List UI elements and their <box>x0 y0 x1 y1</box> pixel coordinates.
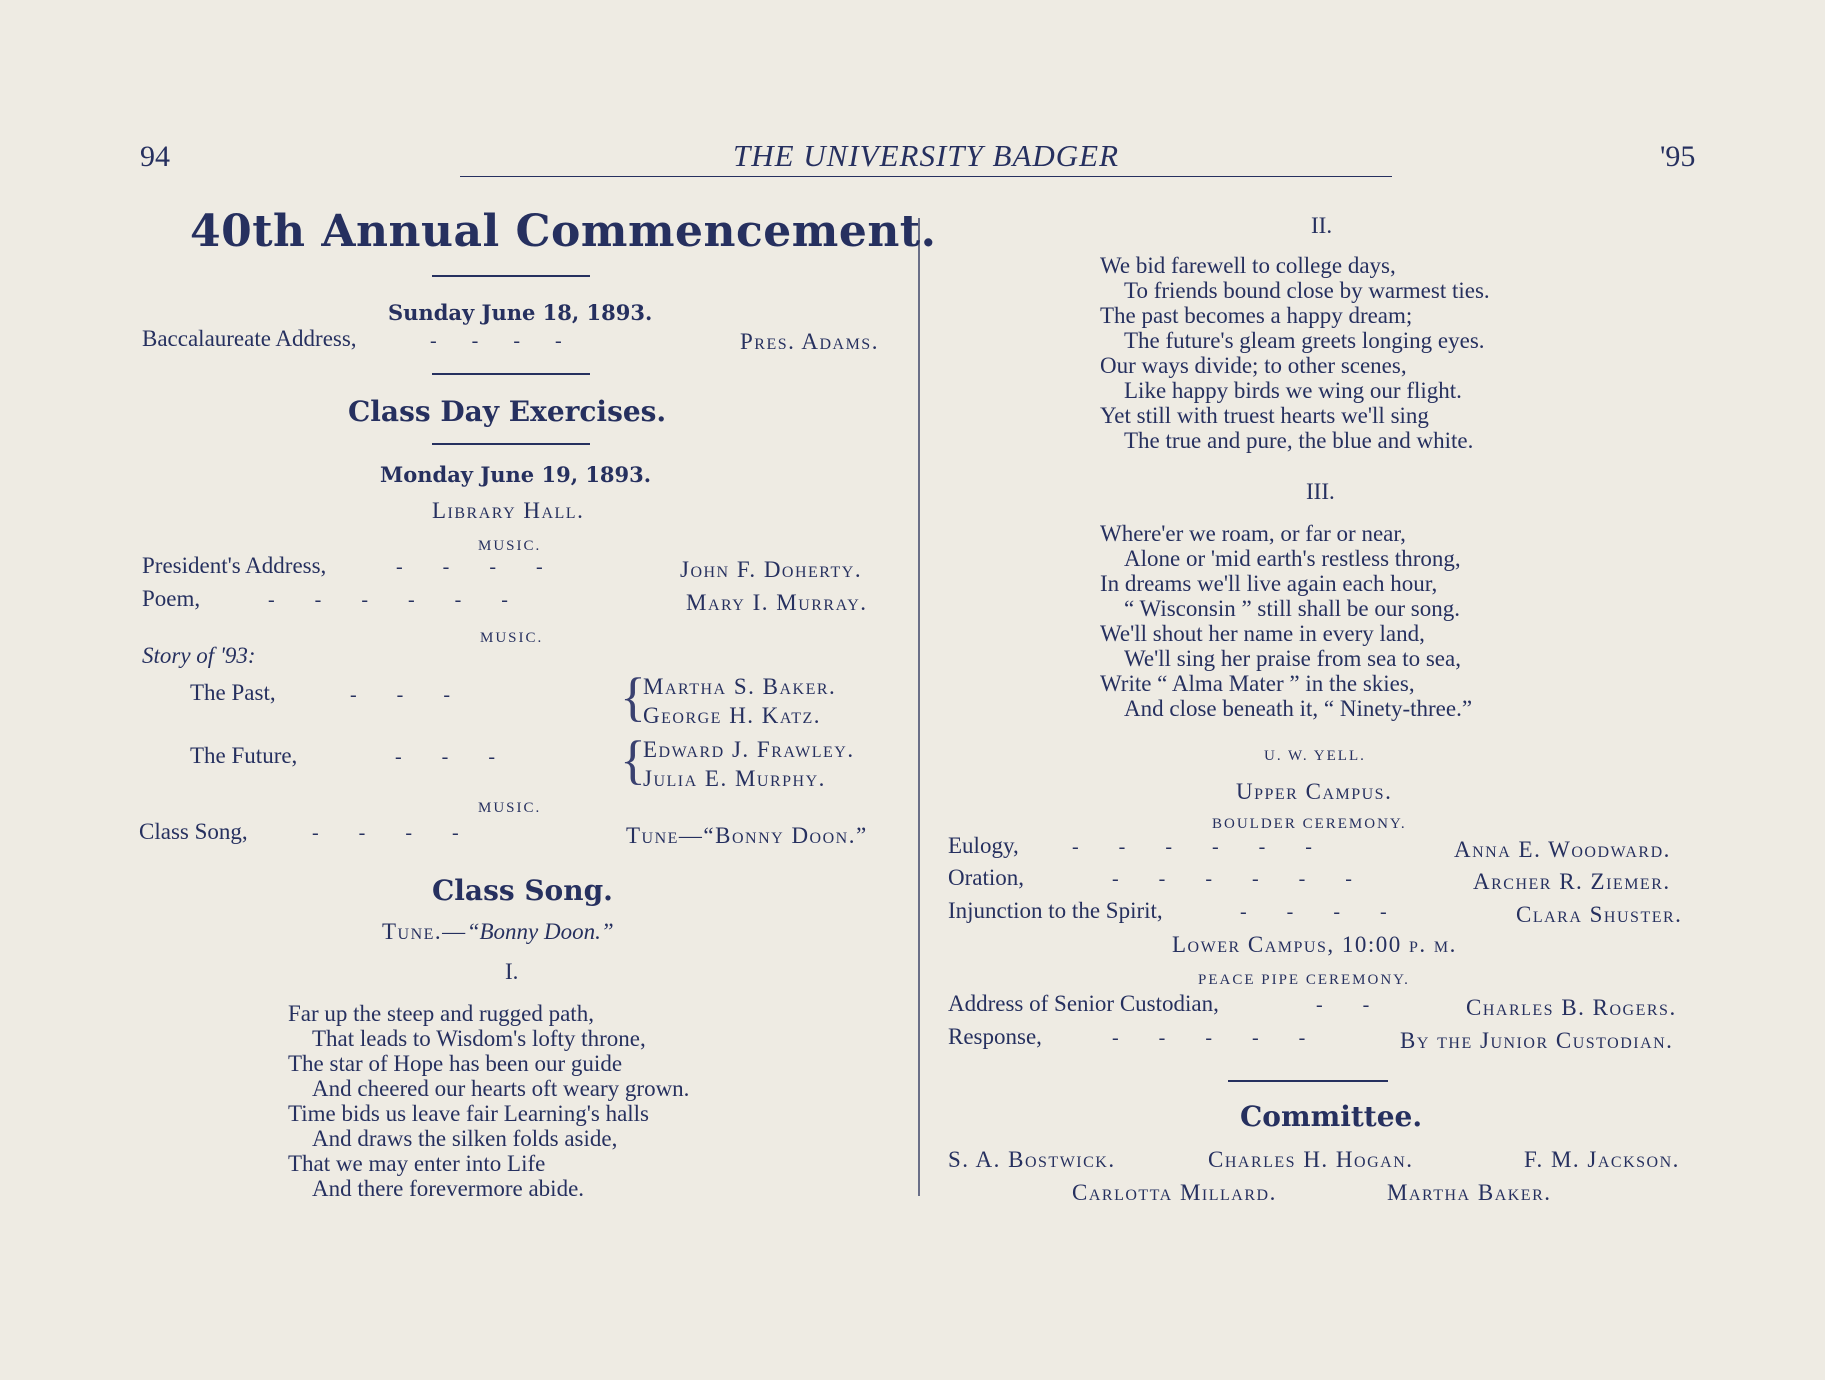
senior-custodian-label: Address of Senior Custodian, <box>948 991 1219 1016</box>
verse-line: We bid farewell to college days, <box>1100 253 1396 278</box>
verse-line: Where'er we roam, or far or near, <box>1100 521 1406 546</box>
poem-label: Poem, <box>142 586 201 611</box>
stanza-number: I. <box>505 959 519 984</box>
column-divider <box>918 218 920 1196</box>
verse-line: And there forevermore abide. <box>312 1176 585 1201</box>
committee-member: Charles H. Hogan. <box>1208 1147 1414 1172</box>
main-title: 40th Annual Commencement. <box>190 206 937 257</box>
class-song-label: Class Song, <box>139 819 248 844</box>
verse-line: Far up the steep and rugged path, <box>288 1001 594 1026</box>
section-rule <box>432 443 590 445</box>
verse-line: In dreams we'll live again each hour, <box>1100 571 1438 596</box>
tune-prefix: Tune.— <box>382 919 467 944</box>
page-number-right: '95 <box>1660 140 1696 173</box>
music-note: MUSIC. <box>478 538 542 554</box>
verse-line: The true and pure, the blue and white. <box>1124 428 1474 453</box>
leader-dashes: - - - <box>395 746 495 768</box>
verse-line: We'll shout her name in every land, <box>1100 621 1425 646</box>
verse-line: And draws the silken folds aside, <box>312 1126 618 1151</box>
committee-title: Committee. <box>1240 1100 1423 1133</box>
leader-dashes: - - - - <box>312 822 459 844</box>
leader-dashes: - - - - - - <box>1112 868 1352 890</box>
title-rule <box>432 275 590 277</box>
stanza-3 <box>1100 521 1472 721</box>
baccalaureate-label: Baccalaureate Address, <box>142 326 357 351</box>
response-label: Response, <box>948 1024 1042 1049</box>
senior-custodian-name: Charles B. Rogers. <box>1466 995 1677 1020</box>
committee-member: S. A. Bostwick. <box>948 1147 1116 1172</box>
running-title: THE UNIVERSITY BADGER <box>460 138 1392 177</box>
verse-line: Time bids us leave fair Learning's halls <box>288 1101 650 1126</box>
music-note: MUSIC. <box>478 800 542 816</box>
upper-campus: Upper Campus. <box>1236 779 1393 804</box>
committee-member: Martha Baker. <box>1387 1180 1552 1205</box>
response-name: By the Junior Custodian. <box>1400 1028 1674 1053</box>
future-name-2: Julia E. Murphy. <box>643 766 826 791</box>
tune-line <box>382 918 614 946</box>
brace: { <box>620 667 646 727</box>
committee-member: F. M. Jackson. <box>1524 1147 1680 1172</box>
future-name-1: Edward J. Frawley. <box>643 737 855 762</box>
leader-dashes: - - - - - - <box>1072 836 1312 858</box>
verse-line: That we may enter into Life <box>288 1151 546 1176</box>
boulder-ceremony: BOULDER CEREMONY. <box>1212 816 1407 832</box>
leader-dashes: - - - - <box>430 330 562 352</box>
leader-dashes: - - <box>1316 994 1370 1016</box>
brace: { <box>620 730 646 790</box>
past-name-2: George H. Katz. <box>643 703 821 728</box>
stanza-number: II. <box>1311 213 1333 238</box>
verse-line: We'll sing her praise from sea to sea, <box>1124 646 1461 671</box>
leader-dashes: - - - - <box>396 556 543 578</box>
committee-rule <box>1228 1080 1388 1082</box>
leader-dashes: - - - <box>350 684 450 706</box>
lower-campus: Lower Campus, 10:00 p. m. <box>1172 932 1457 957</box>
future-label: The Future, <box>190 743 298 768</box>
tune-name: “Bonny Doon.” <box>466 919 614 944</box>
injunction-name: Clara Shuster. <box>1516 902 1683 927</box>
verse-line: Alone or 'mid earth's restless throng, <box>1124 546 1461 571</box>
music-note: MUSIC. <box>480 630 544 646</box>
class-day-title: Class Day Exercises. <box>348 395 667 428</box>
verse-line: The future's gleam greets longing eyes. <box>1124 328 1485 353</box>
injunction-label: Injunction to the Spirit, <box>948 898 1163 923</box>
story-label: Story of '93: <box>142 643 256 668</box>
section-rule <box>432 373 590 375</box>
verse-line: Like happy birds we wing our flight. <box>1124 378 1462 403</box>
class-song-tune: Tune—“Bonny Doon.” <box>626 823 868 848</box>
stanza-number: III. <box>1306 479 1335 504</box>
baccalaureate-name: Pres. Adams. <box>740 329 879 354</box>
verse-line: The past becomes a happy dream; <box>1100 303 1413 328</box>
verse-line: “ Wisconsin ” still shall be our song. <box>1124 596 1460 621</box>
verse-line: And cheered our hearts oft weary grown. <box>312 1076 690 1101</box>
yell: U. W. YELL. <box>1264 748 1366 764</box>
verse-line: Our ways divide; to other scenes, <box>1100 353 1407 378</box>
leader-dashes: - - - - <box>1240 901 1387 923</box>
peace-pipe-ceremony: PEACE PIPE CEREMONY. <box>1198 972 1410 988</box>
verse-line: The star of Hope has been our guide <box>288 1051 623 1076</box>
eulogy-name: Anna E. Woodward. <box>1454 837 1671 862</box>
class-song-title: Class Song. <box>432 874 613 907</box>
past-name-1: Martha S. Baker. <box>643 674 837 699</box>
leader-dashes: - - - - - - <box>268 589 508 611</box>
poem-name: Mary I. Murray. <box>686 590 868 615</box>
past-label: The Past, <box>190 680 276 705</box>
verse-line: That leads to Wisdom's lofty throne, <box>312 1026 646 1051</box>
eulogy-label: Eulogy, <box>948 833 1019 858</box>
leader-dashes: - - - - - <box>1112 1027 1306 1049</box>
verse-line: Yet still with truest hearts we'll sing <box>1100 403 1429 428</box>
verse-line: And close beneath it, “ Ninety-three.” <box>1124 696 1473 721</box>
presidents-address-label: President's Address, <box>142 553 327 578</box>
page-number-left: 94 <box>140 140 170 173</box>
stanza-2 <box>1100 253 1490 453</box>
oration-label: Oration, <box>948 865 1025 890</box>
venue: Library Hall. <box>432 498 585 523</box>
verse-line: To friends bound close by warmest ties. <box>1124 278 1490 303</box>
oration-name: Archer R. Ziemer. <box>1473 869 1671 894</box>
presidents-address-name: John F. Doherty. <box>680 557 863 582</box>
committee-member: Carlotta Millard. <box>1072 1180 1277 1205</box>
verse-line: Write “ Alma Mater ” in the skies, <box>1100 671 1415 696</box>
sunday-date: Sunday June 18, 1893. <box>388 300 653 325</box>
stanza-1 <box>288 1001 689 1201</box>
monday-date: Monday June 19, 1893. <box>380 462 652 487</box>
